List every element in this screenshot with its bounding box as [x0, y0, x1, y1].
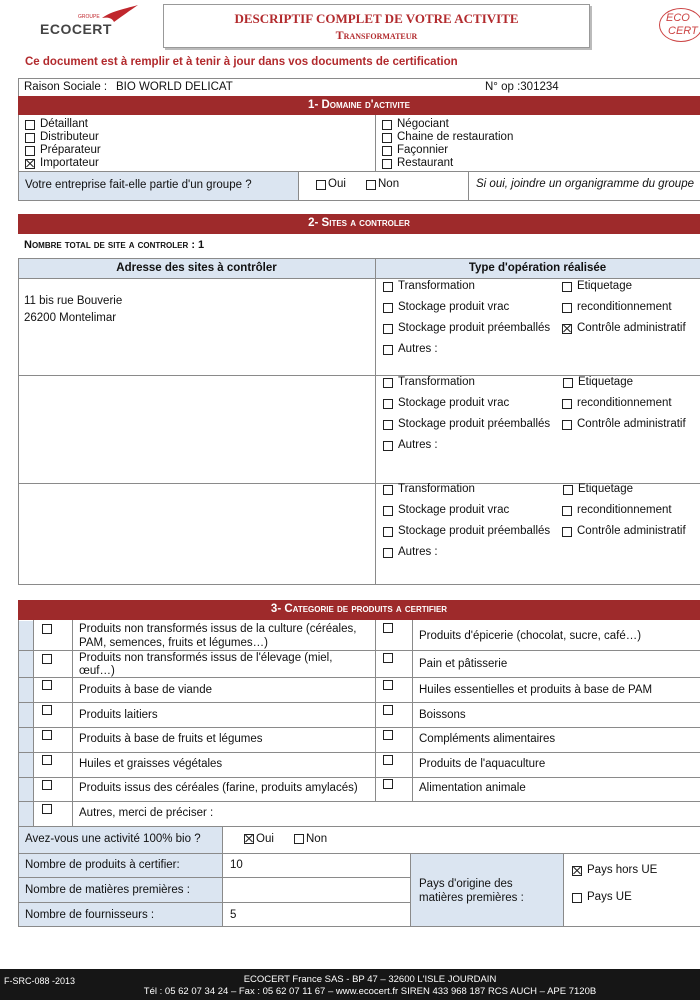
checkbox-cat-pain[interactable]	[383, 653, 393, 663]
logo-group-text: GROUPE	[78, 14, 100, 20]
footer-line2: Tél : 05 62 07 34 24 – Fax : 05 62 07 11 67 – www.ecocert.fr SIREN 433 968 187 RCS AUCH – APE 7120B	[143, 986, 597, 997]
site-3-label-stockage-preemballes: Stockage produit préemballés	[398, 525, 551, 537]
page-subtitle: Transformateur	[335, 28, 418, 42]
notice-text: Ce document est à remplir et à tenir à jour dans vos documents de certification	[25, 56, 458, 68]
checkbox-cat-autres[interactable]	[42, 804, 52, 814]
label-distributeur: Distributeur	[40, 131, 99, 143]
label-chaine-restauration: Chaine de restauration	[397, 131, 514, 143]
label-cat-culture-line2: PAM, semences, fruits et légumes…)	[79, 637, 268, 649]
label-cat-fruits-legumes: Produits à base de fruits et légumes	[79, 733, 263, 745]
label-cat-autres: Autres, merci de préciser :	[79, 807, 214, 819]
group-note: Si oui, joindre un organigramme du groupe	[476, 178, 694, 190]
site-3-checkbox-etiquetage[interactable]	[563, 485, 573, 495]
checkbox-cat-elevage[interactable]	[42, 654, 52, 664]
site-1-label-stockage-vrac: Stockage produit vrac	[398, 301, 510, 313]
site-2-checkbox-reconditionnement[interactable]	[562, 399, 572, 409]
nb-fournisseurs-value[interactable]: 5	[230, 909, 237, 921]
label-restaurant: Restaurant	[397, 157, 454, 169]
site-3-checkbox-controle-administratif[interactable]	[562, 527, 572, 537]
site-3-label-etiquetage: Etiquetage	[578, 483, 633, 495]
total-sites-label: Nombre total de site a controler :	[24, 239, 195, 251]
site-2-label-stockage-vrac: Stockage produit vrac	[398, 397, 510, 409]
checkbox-negociant[interactable]	[382, 120, 392, 130]
seal-bottom-text: CERT	[668, 25, 698, 37]
site-3-label-controle-administratif: Contrôle administratif	[577, 525, 686, 537]
checkbox-cat-huiles-essentielles[interactable]	[383, 680, 393, 690]
footer-ref: F-SRC-088 -2013	[4, 976, 76, 986]
checkbox-groupe-non[interactable]	[366, 180, 376, 190]
checkbox-cat-aquaculture[interactable]	[383, 755, 393, 765]
checkbox-bio-oui[interactable]	[244, 834, 254, 844]
op-label: N° op :	[485, 81, 521, 93]
origine-label-line2: matières premières :	[419, 892, 524, 904]
section-3-header: 3- Categorie de produits a certifier	[18, 600, 700, 620]
total-sites	[24, 239, 204, 251]
site-2-label-transformation: Transformation	[398, 376, 475, 388]
footer-bar	[0, 969, 700, 1000]
label-bio-oui: Oui	[256, 833, 274, 845]
site-1-label-stockage-preemballes: Stockage produit préemballés	[398, 322, 551, 334]
site-2-checkbox-etiquetage[interactable]	[563, 378, 573, 388]
site-2-checkbox-stockage-preemballes[interactable]	[383, 420, 393, 430]
ecocert-logo	[40, 4, 120, 38]
logo-name-text: ECOCERT	[40, 21, 112, 37]
site-2-checkbox-transformation[interactable]	[383, 378, 393, 388]
checkbox-chaine-restauration[interactable]	[382, 133, 392, 143]
checkbox-bio-non[interactable]	[294, 834, 304, 844]
page-title: DESCRIPTIF COMPLET DE VOTRE ACTIVITE	[234, 11, 519, 26]
nb-produits-label: Nombre de produits à certifier:	[25, 859, 180, 871]
site-1-checkbox-etiquetage[interactable]	[562, 282, 572, 292]
section-2-header: 2- Sites a controler	[18, 214, 700, 234]
checkbox-preparateur[interactable]	[25, 146, 35, 156]
label-cat-laitiers: Produits laitiers	[79, 709, 158, 721]
label-cat-pain: Pain et pâtisserie	[419, 658, 508, 670]
section-1-header: 1- Domaine d'activite	[18, 96, 700, 115]
site-3-checkbox-stockage-vrac[interactable]	[383, 506, 393, 516]
bio-question: Avez-vous une activité 100% bio ?	[25, 833, 201, 845]
site-3-label-autres: Autres :	[398, 546, 438, 558]
checkbox-faconnier[interactable]	[382, 146, 392, 156]
footer-line1: ECOCERT France SAS - BP 47 – 32600 L'ISLE JOURDAIN	[243, 974, 497, 985]
site-1-checkbox-autres[interactable]	[383, 345, 393, 355]
total-sites-value: 1	[198, 239, 205, 251]
checkbox-restaurant[interactable]	[382, 159, 392, 169]
site-3-checkbox-transformation[interactable]	[383, 485, 393, 495]
site-2-checkbox-autres[interactable]	[383, 441, 393, 451]
site-2-label-etiquetage: Etiquetage	[578, 376, 633, 388]
site-1-label-etiquetage: Etiquetage	[577, 280, 632, 292]
label-cat-elevage-line1: Produits non transformés issus de l'élevage (miel,	[79, 652, 333, 664]
checkbox-cat-laitiers[interactable]	[42, 705, 52, 715]
nb-matieres-label: Nombre de matières premières :	[25, 884, 190, 896]
site-3-checkbox-stockage-preemballes[interactable]	[383, 527, 393, 537]
site-1-address-line1: 11 bis rue Bouverie	[24, 295, 123, 307]
label-pays-ue: Pays UE	[587, 891, 632, 903]
label-cat-huiles-essentielles: Huiles essentielles et produits à base de PAM	[419, 684, 653, 696]
site-3-label-transformation: Transformation	[398, 483, 475, 495]
site-1-label-transformation: Transformation	[398, 280, 475, 292]
site-1-checkbox-reconditionnement[interactable]	[562, 303, 572, 313]
site-1-label-reconditionnement: reconditionnement	[577, 301, 672, 313]
site-1-address-line2: 26200 Montelimar	[24, 312, 117, 324]
site-1-checkbox-stockage-vrac[interactable]	[383, 303, 393, 313]
checkbox-cat-epicerie[interactable]	[383, 623, 393, 633]
site-2-label-reconditionnement: reconditionnement	[577, 397, 672, 409]
checkbox-cat-complements[interactable]	[383, 730, 393, 740]
checkbox-cat-boissons[interactable]	[383, 705, 393, 715]
checkbox-pays-hors-ue[interactable]	[572, 866, 582, 876]
checkbox-pays-ue[interactable]	[572, 893, 582, 903]
label-negociant: Négociant	[397, 118, 449, 130]
col-address-header: Adresse des sites à contrôler	[116, 262, 277, 274]
ecocert-seal	[659, 8, 700, 42]
site-2-checkbox-stockage-vrac[interactable]	[383, 399, 393, 409]
label-faconnier: Façonnier	[397, 144, 449, 156]
col-type-header: Type d'opération réalisée	[468, 262, 607, 274]
site-1-checkbox-stockage-preemballes[interactable]	[383, 324, 393, 334]
label-cat-aquaculture: Produits de l'aquaculture	[419, 758, 546, 770]
checkbox-importateur[interactable]	[25, 159, 35, 169]
raison-sociale-value: BIO WORLD DELICAT	[116, 81, 233, 93]
site-3-label-reconditionnement: reconditionnement	[577, 504, 672, 516]
label-cat-complements: Compléments alimentaires	[419, 733, 556, 745]
checkbox-groupe-oui[interactable]	[316, 180, 326, 190]
label-preparateur: Préparateur	[40, 144, 101, 156]
label-pays-hors-ue: Pays hors UE	[587, 864, 658, 876]
label-cat-elevage-line2: œuf…)	[79, 665, 115, 677]
title-box	[163, 4, 590, 48]
site-1-label-autres: Autres :	[398, 343, 438, 355]
site-3-label-stockage-vrac: Stockage produit vrac	[398, 504, 510, 516]
checkbox-cat-huiles-vegetales[interactable]	[42, 755, 52, 765]
nb-fournisseurs-label: Nombre de fournisseurs :	[25, 909, 155, 921]
checkbox-cat-fruits-legumes[interactable]	[42, 730, 52, 740]
label-cat-boissons: Boissons	[419, 709, 466, 721]
label-cat-cereales: Produits issus des céréales (farine, produits amylacés)	[79, 782, 358, 794]
label-cat-epicerie: Produits d'épicerie (chocolat, sucre, café…)	[419, 630, 642, 642]
checkbox-cat-viande[interactable]	[42, 680, 52, 690]
label-importateur: Importateur	[40, 157, 99, 169]
seal-top-text: ECO	[666, 12, 690, 24]
label-cat-huiles-vegetales: Huiles et graisses végétales	[79, 758, 223, 770]
label-groupe-oui: Oui	[328, 178, 346, 190]
site-3-checkbox-reconditionnement[interactable]	[562, 506, 572, 516]
site-1-checkbox-transformation[interactable]	[383, 282, 393, 292]
site-2-label-autres: Autres :	[398, 439, 438, 451]
origine-label-line1: Pays d'origine des	[419, 878, 513, 890]
checkbox-cat-culture[interactable]	[42, 624, 52, 634]
site-1-label-controle-administratif: Contrôle administratif	[577, 322, 686, 334]
op-value: 301234	[520, 81, 559, 93]
checkbox-distributeur[interactable]	[25, 133, 35, 143]
label-cat-viande: Produits à base de viande	[79, 684, 212, 696]
site-1-checkbox-controle-administratif[interactable]	[562, 324, 572, 334]
label-detaillant: Détaillant	[40, 118, 88, 130]
checkbox-detaillant[interactable]	[25, 120, 35, 130]
checkbox-cat-cereales[interactable]	[42, 780, 52, 790]
label-cat-alimentation-animale: Alimentation animale	[419, 782, 526, 794]
checkbox-cat-alimentation-animale[interactable]	[383, 779, 393, 789]
group-question: Votre entreprise fait-elle partie d'un groupe ?	[25, 179, 252, 191]
operator-number	[485, 81, 559, 93]
site-2-label-controle-administratif: Contrôle administratif	[577, 418, 686, 430]
nb-produits-value[interactable]: 10	[230, 859, 243, 871]
label-bio-non: Non	[306, 833, 328, 845]
site-2-label-stockage-preemballes: Stockage produit préemballés	[398, 418, 551, 430]
label-groupe-non: Non	[378, 178, 400, 190]
label-cat-culture-line1: Produits non transformés issus de la culture (céréales,	[79, 623, 357, 635]
site-3-checkbox-autres[interactable]	[383, 548, 393, 558]
site-2-checkbox-controle-administratif[interactable]	[562, 420, 572, 430]
raison-sociale-label: Raison Sociale :	[24, 81, 108, 93]
